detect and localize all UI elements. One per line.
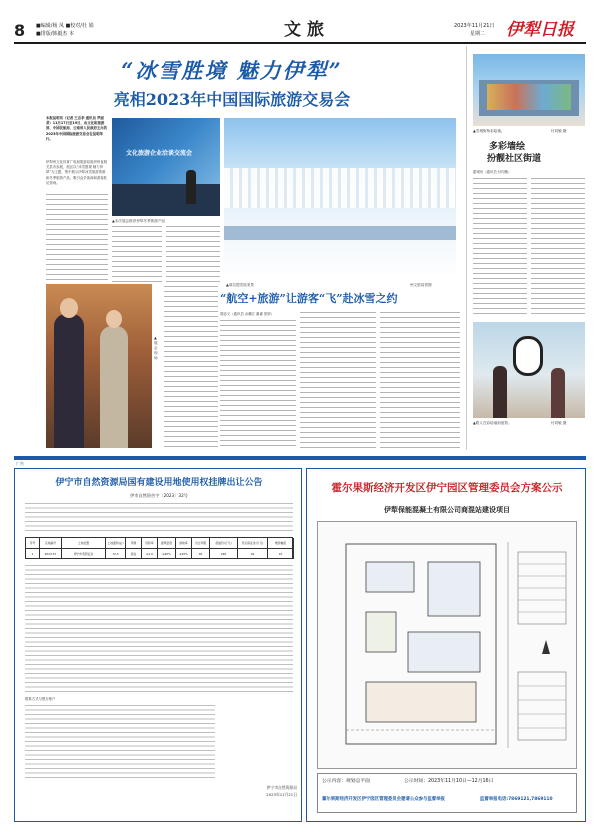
second-byline: 胡忠义（通讯员 余鹏江 谢睿 张婷）	[220, 312, 275, 316]
notice-footer-date: 2023年11月21日	[266, 792, 297, 797]
land-table-header-cell: 容积率	[142, 538, 158, 548]
editor-line: ■编辑/杨 凤 ■校对/杜 娟	[36, 23, 94, 29]
land-table-header-cell: 序号	[26, 538, 40, 548]
sidebar-story	[466, 46, 586, 450]
photo-caption-3: ▲展会现场	[154, 336, 158, 360]
second-story-col-3	[380, 312, 460, 448]
announcement-info-line-2b: 监督举报电话:7869121,7869110	[480, 797, 553, 802]
land-table-cell: 商业	[126, 549, 142, 559]
lead-text: 伊犁州文化体育广电和旅游局组织州直相关县市参展，展区以“冰雪胜境 魅力伊犁”为主题，集中展示伊犁冰雪旅游资源和冬季旅游产品，吸引众多客商和游客驻足咨询。	[46, 160, 108, 185]
person-1-head	[60, 298, 78, 318]
announcement-info-line-1b: 公示时间：2023年11月10日—12月16日	[404, 779, 494, 784]
mural-photo-top	[473, 54, 585, 126]
sidebar-text-col-1	[473, 178, 527, 318]
lead-intro: 本报昆明讯（记者 王志李 通讯员 罗丽君）11月17日至19日，由文化和旅游部、中国民航局、云南省人民政府主办的2023年中国国际旅游交易会在昆明举行。	[46, 116, 108, 141]
land-notice	[14, 468, 302, 822]
notice-contact-text	[25, 705, 215, 779]
header-rule	[14, 42, 586, 44]
issue-date: 2023年11月21日	[454, 23, 495, 29]
second-headline: “航空+旅游”让游客“飞”赴冰雪之约	[220, 292, 398, 305]
column-1-text	[46, 194, 108, 280]
page-number: 8	[14, 21, 26, 40]
second-story-col-1	[220, 320, 296, 448]
sidebar-top-credit: 付同敏 摄	[551, 129, 567, 133]
notice-terms-text	[25, 565, 293, 693]
second-story-col-2	[300, 312, 376, 448]
sidebar-top-caption: ▲雪城街角彩绘墙。	[473, 129, 505, 133]
person-2-head	[106, 310, 122, 328]
announcement-subtitle: 伊犁保能混凝土有限公司商混站建设项目	[384, 506, 510, 514]
site-plan-svg	[318, 522, 578, 770]
land-table-cell: 10	[268, 549, 294, 559]
land-table-header-cell: 建筑密度	[158, 538, 176, 548]
land-table-header-cell: 土地面积(㎡)	[106, 538, 126, 548]
photo-credit-2: 州文旅局供图	[410, 283, 432, 287]
land-table-cell: ≤40%	[158, 549, 176, 559]
panda-mural	[513, 336, 543, 376]
snow-landscape-photo	[224, 118, 456, 278]
land-table-cell: 2023-57	[40, 549, 62, 559]
land-table-header-cell: 起始价(万元)	[210, 538, 238, 548]
land-table-header-cell: 宗地编号	[40, 538, 62, 548]
land-notice-title: 伊宁市自然资源局国有建设用地使用权挂牌出让公告	[55, 478, 263, 488]
land-table-header-cell: 竞买保证金(万元)	[238, 538, 268, 548]
land-table-cell: 40	[192, 549, 210, 559]
person-1	[54, 314, 84, 448]
land-table-cell: 1	[26, 549, 40, 559]
sidebar-bottom-caption: ▲路人在彩绘墙前留影。	[473, 421, 512, 425]
river	[224, 226, 456, 240]
visitor-figure	[493, 366, 507, 418]
visitor-figure-2	[551, 368, 565, 418]
land-table	[25, 537, 293, 559]
expo-booth-photo	[46, 284, 152, 448]
land-table-cell: 246	[210, 549, 238, 559]
layout-line: ■排版/韩毅杰 本	[36, 31, 74, 37]
section-title: 文旅	[284, 20, 330, 40]
site-plan-drawing	[317, 521, 577, 769]
expo-banner-photo	[112, 118, 220, 216]
announcement-info-line-2: 霍尔果斯经济开发区伊宁园区管理委员会邀请公众参与监督举报	[322, 797, 445, 802]
land-table-header-cell: 出让年限	[192, 538, 210, 548]
land-table-cell: ≤1.0	[142, 549, 158, 559]
land-table-header	[26, 538, 294, 549]
notice-contact-label: 联系方式与银行账户	[25, 697, 56, 701]
land-table-header-cell: 用途	[126, 538, 142, 548]
sidebar-bottom-credit: 付同敏 摄	[551, 421, 567, 425]
main-story	[14, 46, 464, 450]
page-header	[14, 22, 586, 40]
column-2-text	[112, 226, 162, 282]
announcement-info-line-1: 公示内容：规划总平面	[322, 779, 370, 784]
sidebar-headline-2: 扮靓社区街道	[487, 154, 542, 164]
headline-main: “冰雪胜境 魅力伊犁”	[121, 58, 343, 83]
land-notice-docno: 伊市自然资告字〔2023〕32号	[130, 493, 188, 498]
sidebar-byline: 霍城讯（通讯员 付同敏）	[473, 170, 512, 174]
newspaper-logo: 伊犁日报	[506, 20, 574, 40]
mural-photo-bottom	[473, 322, 585, 418]
planning-announcement	[306, 468, 586, 822]
speaker-figure	[186, 170, 196, 204]
announcement-info-bar	[317, 773, 577, 813]
land-table-header-cell: 增价幅度	[268, 538, 294, 548]
frosted-trees	[224, 168, 456, 208]
headline-sub: 亮相2023年中国国际旅游交易会	[113, 90, 351, 109]
land-table-cell: 72.5	[106, 549, 126, 559]
land-table-cell: ≥20%	[176, 549, 192, 559]
sidebar-text-col-2	[531, 178, 585, 318]
photo-caption-1: ▲本次展会推荐伊犁冬季旅游产品	[112, 219, 166, 223]
sidebar-headline-1: 多彩墙绘	[489, 142, 526, 152]
photo-caption-2: ▲那拉提雪原美景	[226, 283, 254, 287]
notice-footer-org: 伊宁市自然资源局	[266, 785, 297, 790]
land-table-header-cell: 土地位置	[62, 538, 106, 548]
banner-stage	[112, 184, 220, 216]
land-table-row	[26, 549, 294, 559]
mural-art	[487, 84, 571, 110]
land-table-cell: 49	[238, 549, 268, 559]
announcement-title: 霍尔果斯经济开发区伊宁园区管理委员会方案公示	[331, 482, 563, 494]
ad-divider-label: 广告	[16, 461, 24, 466]
notice-intro-text	[25, 503, 293, 531]
column-3-text	[166, 226, 220, 282]
land-table-header-cell: 绿地率	[176, 538, 192, 548]
land-table-cell: 伊宁市英阿亚乡	[62, 549, 106, 559]
column-mid-text	[164, 286, 218, 448]
ad-divider	[14, 456, 586, 460]
banner-title: 文化旅游企业洽谈交流会	[126, 150, 193, 157]
issue-weekday: 星期二	[470, 31, 486, 37]
person-2	[100, 326, 128, 448]
